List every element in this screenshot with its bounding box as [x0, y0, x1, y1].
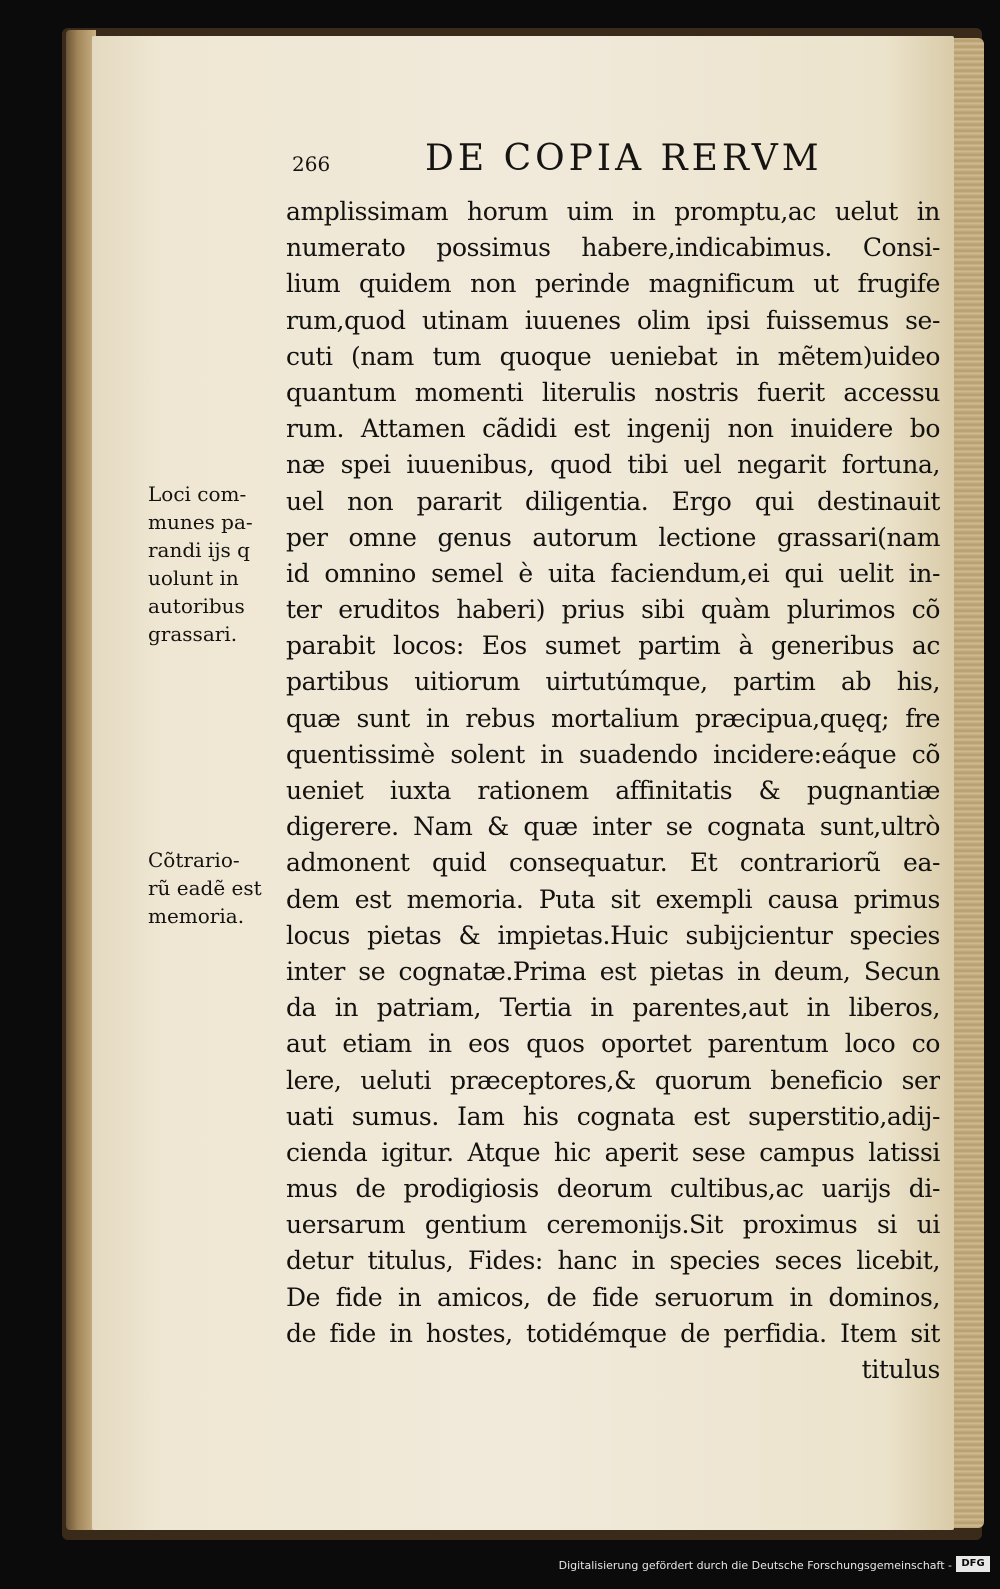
text-line: da in patriam, Tertia in parentes,aut in liberos, — [286, 993, 940, 1023]
text-line: De fide in amicos, de fide seruorum in dominos, — [286, 1282, 940, 1312]
text-line: ter eruditos haberi) prius sibi quàm plurimos cõ — [286, 595, 940, 625]
marginal-note-contrariorum — [148, 846, 278, 930]
marginal-line: randi ijs q — [148, 538, 250, 562]
marginal-line: uolunt in — [148, 566, 239, 590]
text-line: uersarum gentium ceremonijs.Sit proximus si ui — [286, 1210, 940, 1240]
marginal-line: autoribus — [148, 594, 245, 618]
text-line: detur titulus, Fides: hanc in species seces licebit, — [286, 1246, 940, 1276]
text-line: dem est memoria. Puta sit exempli causa primus — [286, 884, 940, 914]
text-line: quantum momenti literulis nostris fuerit accessu — [286, 377, 940, 407]
marginal-line: memoria. — [148, 904, 245, 928]
text-line: lium quidem non perinde magnificum ut frugife — [286, 269, 940, 299]
text-line: numerato possimus habere,indicabimus. Consi- — [286, 233, 940, 263]
text-line: uel non pararit diligentia. Ergo qui destinauit — [286, 486, 940, 516]
text-line: mus de prodigiosis deorum cultibus,ac uarijs di- — [286, 1174, 940, 1204]
text-line: rum. Attamen cãdidi est ingenij non inuidere bo — [286, 414, 940, 444]
text-line: ueniet iuxta rationem affinitatis & pugnantiæ — [286, 776, 940, 805]
digitization-credit: Digitalisierung gefördert durch die Deutsche Forschungsgemeinschaft - — [558, 1559, 952, 1572]
text-line: quentissimè solent in suadendo incidere:eáque cõ — [286, 739, 940, 769]
dfg-logo: DFG — [956, 1556, 990, 1572]
marginal-line: Cõtrario- — [148, 848, 240, 872]
text-line: cuti (nam tum quoque ueniebat in mẽtem)uideo — [286, 341, 940, 371]
text-line: parabit locos: Eos sumet partim à generibus ac — [286, 631, 940, 661]
text-line: lere, ueluti præceptores,& quorum beneficio ser — [286, 1065, 940, 1095]
text-line: locus pietas & impietas.Huic subijcientur species — [286, 920, 940, 950]
marginal-line: grassari. — [148, 622, 238, 646]
body-text — [286, 194, 940, 1388]
marginal-note-loci-communes — [148, 480, 278, 648]
text-line: de fide in hostes, totidémque de perfidia. Item sit — [286, 1318, 940, 1348]
text-line: næ spei iuuenibus, quod tibi uel negarit fortuna, — [286, 450, 940, 480]
text-line: digerere. Nam & quæ inter se cognata sunt,ultrò — [286, 812, 940, 842]
page-number: 266 — [292, 152, 331, 176]
marginal-line: rũ eadẽ est — [148, 876, 262, 900]
text-line: per omne genus autorum lectione grassari(nam — [286, 522, 940, 552]
text-line: titulus — [861, 1355, 940, 1384]
text-line: quæ sunt in rebus mortalium præcipua,quęq; fre — [286, 703, 940, 733]
text-line: aut etiam in eos quos oportet parentum loco co — [286, 1029, 940, 1059]
marginal-line: munes pa- — [148, 510, 253, 534]
text-line: rum,quod utinam iuuenes olim ipsi fuissemus se- — [286, 305, 940, 335]
text-line: inter se cognatæ.Prima est pietas in deum, Secun — [286, 956, 940, 986]
text-line: uati sumus. Iam his cognata est superstitio,adij- — [286, 1101, 940, 1131]
marginal-line: Loci com- — [148, 482, 247, 506]
text-line: amplissimam horum uim in promptu,ac uelut in — [286, 197, 940, 226]
text-line: admonent quid consequatur. Et contrariorũ ea- — [286, 848, 940, 878]
text-line: cienda igitur. Atque hic aperit sese campus latissi — [286, 1137, 940, 1167]
text-line: partibus uitiorum uirtutúmque, partim ab his, — [286, 667, 940, 697]
text-line: id omnino semel è uita faciendum,ei qui uelit in- — [286, 558, 940, 588]
running-head: DE COPIA RERVM — [425, 138, 823, 179]
